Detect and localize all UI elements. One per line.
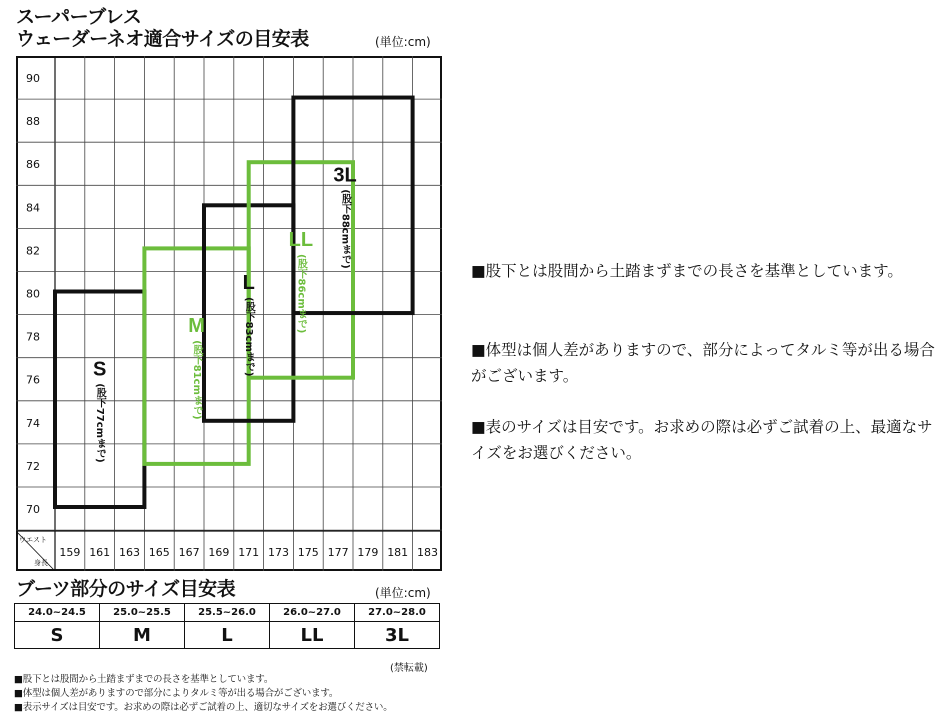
- boots-size-cell: S: [15, 622, 100, 649]
- inseam-label: (股下81cmまで): [191, 340, 203, 420]
- corner-label-height: 身長: [34, 559, 48, 567]
- x-tick-label: 177: [327, 546, 349, 559]
- x-tick-label: 169: [208, 546, 230, 559]
- y-tick-label: 82: [26, 244, 40, 258]
- y-tick-label: 88: [26, 115, 40, 129]
- chart-unit: (単位:cm): [375, 35, 431, 49]
- boots-size-cell: M: [100, 622, 185, 649]
- y-tick-label: 86: [26, 158, 40, 172]
- inseam-label: (股下77cmまで): [94, 383, 106, 463]
- size-label: L: [242, 272, 255, 295]
- y-tick-label: 74: [26, 416, 40, 430]
- corner-label-waist: ウエスト: [19, 536, 47, 544]
- y-tick-label: 90: [26, 72, 40, 85]
- x-tick-label: 173: [268, 546, 289, 559]
- footnote: ■体型は個人差がありますので部分によりタルミ等が出る場合がございます。: [14, 688, 339, 699]
- chart-title-line2: ウェーダーネオ適合サイズの目安表: [16, 28, 309, 50]
- boots-range-cell: 25.5~26.0: [185, 604, 270, 622]
- reprint-notice: (禁転載): [390, 663, 428, 674]
- x-tick-label: 171: [238, 546, 260, 559]
- size-label: S: [93, 358, 107, 381]
- boots-range-cell: 27.0~28.0: [355, 604, 440, 622]
- side-note: ■表のサイズは目安です。お求めの際は必ずご試着の上、最適なサイズをお選びください。: [471, 418, 933, 462]
- y-tick-label: 84: [26, 201, 40, 215]
- y-tick-label: 80: [26, 287, 40, 301]
- x-tick-label: 161: [89, 546, 111, 559]
- boots-unit: (単位:cm): [375, 586, 431, 600]
- y-tick-label: 78: [26, 330, 40, 344]
- boots-range-cell: 24.0~24.5: [15, 604, 100, 622]
- x-tick-label: 163: [119, 546, 140, 559]
- x-tick-label: 181: [387, 546, 409, 559]
- x-tick-label: 167: [178, 546, 200, 559]
- side-note: ■股下とは股間から土踏まずまでの長さを基準としています。: [471, 262, 903, 280]
- boots-size-cell: 3L: [355, 622, 440, 649]
- size-label: M: [188, 315, 205, 338]
- inseam-label: (股下86cmまで): [295, 253, 307, 334]
- footnote: ■表示サイズは目安です。お求めの際は必ずご試着の上、適切なサイズをお選びください。: [14, 702, 393, 713]
- inseam-label: (股下83cmまで): [243, 297, 255, 377]
- inseam-label: (股下88cmまで): [339, 189, 351, 269]
- y-tick-label: 70: [26, 503, 40, 516]
- boots-title: ブーツ部分のサイズ目安表: [16, 578, 236, 600]
- y-tick-label: 76: [26, 373, 40, 387]
- boots-size-table: [14, 603, 440, 649]
- boots-size-cell: LL: [270, 622, 355, 649]
- footnote: ■股下とは股間から土踏まずまでの長さを基準としています。: [14, 674, 274, 685]
- x-tick-label: 165: [148, 546, 170, 559]
- x-tick-label: 183: [417, 546, 438, 559]
- x-tick-label: 159: [59, 546, 81, 559]
- boots-size-cell: L: [185, 622, 270, 649]
- y-tick-label: 72: [26, 459, 40, 473]
- size-label: LL: [288, 228, 314, 251]
- boots-range-cell: 25.0~25.5: [100, 604, 185, 622]
- side-note: ■体型は個人差がありますので、部分によってタルミ等が出る場合がございます。: [471, 341, 935, 385]
- chart-title-line1: スーパーブレス: [16, 6, 142, 28]
- x-tick-label: 179: [357, 546, 379, 559]
- boots-range-cell: 26.0~27.0: [270, 604, 355, 622]
- size-chart: [16, 56, 442, 571]
- x-tick-label: 175: [297, 546, 319, 559]
- size-label: 3L: [333, 164, 357, 187]
